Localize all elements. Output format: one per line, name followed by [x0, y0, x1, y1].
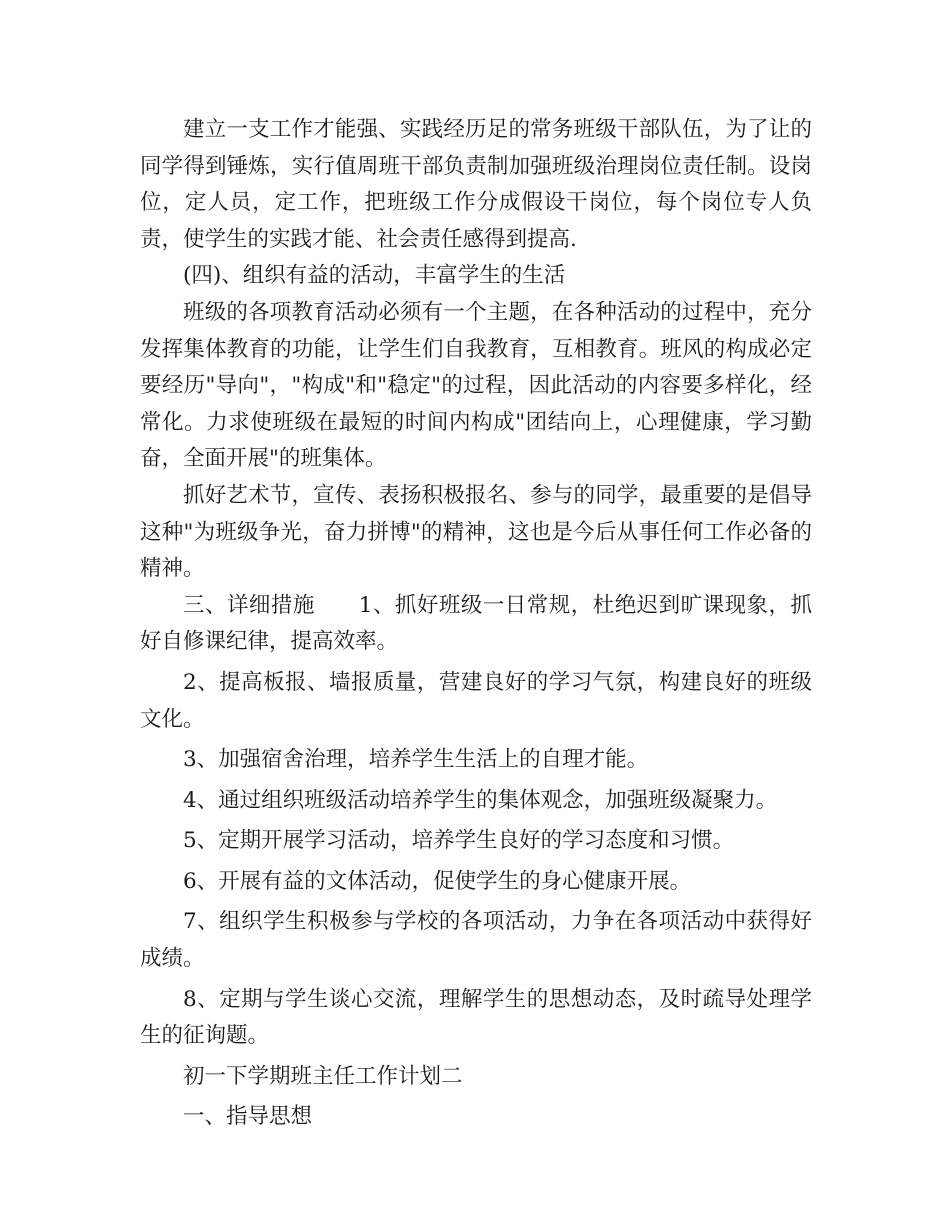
paragraph-measure-3: 3、加强宿舍治理，培养学生生活上的自理才能。: [183, 747, 649, 773]
section-heading-activities: (四)、组织有益的活动，丰富学生的生活: [183, 263, 566, 289]
paragraph-art-festival: 抓好艺术节，宣传、表扬积极报名、参与的同学，最重要的是倡导这种"为班级争光，奋力拼博"的精神，这也是今后从事任何工作必备的精神。: [140, 482, 812, 582]
paragraph-measure-1: 三、详细措施 1、抓好班级一日常规，杜绝迟到旷课现象，抓好自修课纪律，提高效率。: [140, 592, 812, 655]
paragraph-measure-6: 6、开展有益的文体活动，促使学生的身心健康开展。: [183, 868, 692, 894]
section-heading-guiding-thought: 一、指导思想: [183, 1104, 313, 1130]
paragraph-measure-8: 8、定期与学生谈心交流，理解学生的思想动态，及时疏导处理学生的征询题。: [140, 986, 812, 1049]
section-title-plan-two: 初一下学期班主任工作计划二: [183, 1063, 463, 1089]
paragraph-cadre-team: 建立一支工作才能强、实践经历足的常务班级干部队伍，为了让的同学得到锤炼，实行值周班干部负责制加强班级治理岗位责任制。设岗位，定人员，定工作，把班级工作分成假设干岗位，每个岗位专人负责，使学生的实践才能、社会责任感得到提高.: [140, 117, 812, 252]
paragraph-class-activities: 班级的各项教育活动必须有一个主题，在各种活动的过程中，充分发挥集体教育的功能，让学生们自我教育，互相教育。班风的构成必定要经历"导向"，"构成"和"稳定"的过程，因此活动的内容要多样化，经常化。力求使班级在最短的时间内构成"团结向上，心理健康，学习勤奋，全面开展"的班集体。: [140, 299, 812, 472]
paragraph-measure-5: 5、定期开展学习活动，培养学生良好的学习态度和习惯。: [183, 828, 735, 854]
document-body: [140, 112, 812, 1136]
paragraph-measure-2: 2、提高板报、墙报质量，营建良好的学习气氛，构建良好的班级文化。: [140, 669, 812, 732]
paragraph-measure-7: 7、组织学生积极参与学校的各项活动，力争在各项活动中获得好成绩。: [140, 909, 812, 972]
paragraph-measure-4: 4、通过组织班级活动培养学生的集体观念，加强班级凝聚力。: [183, 787, 778, 813]
